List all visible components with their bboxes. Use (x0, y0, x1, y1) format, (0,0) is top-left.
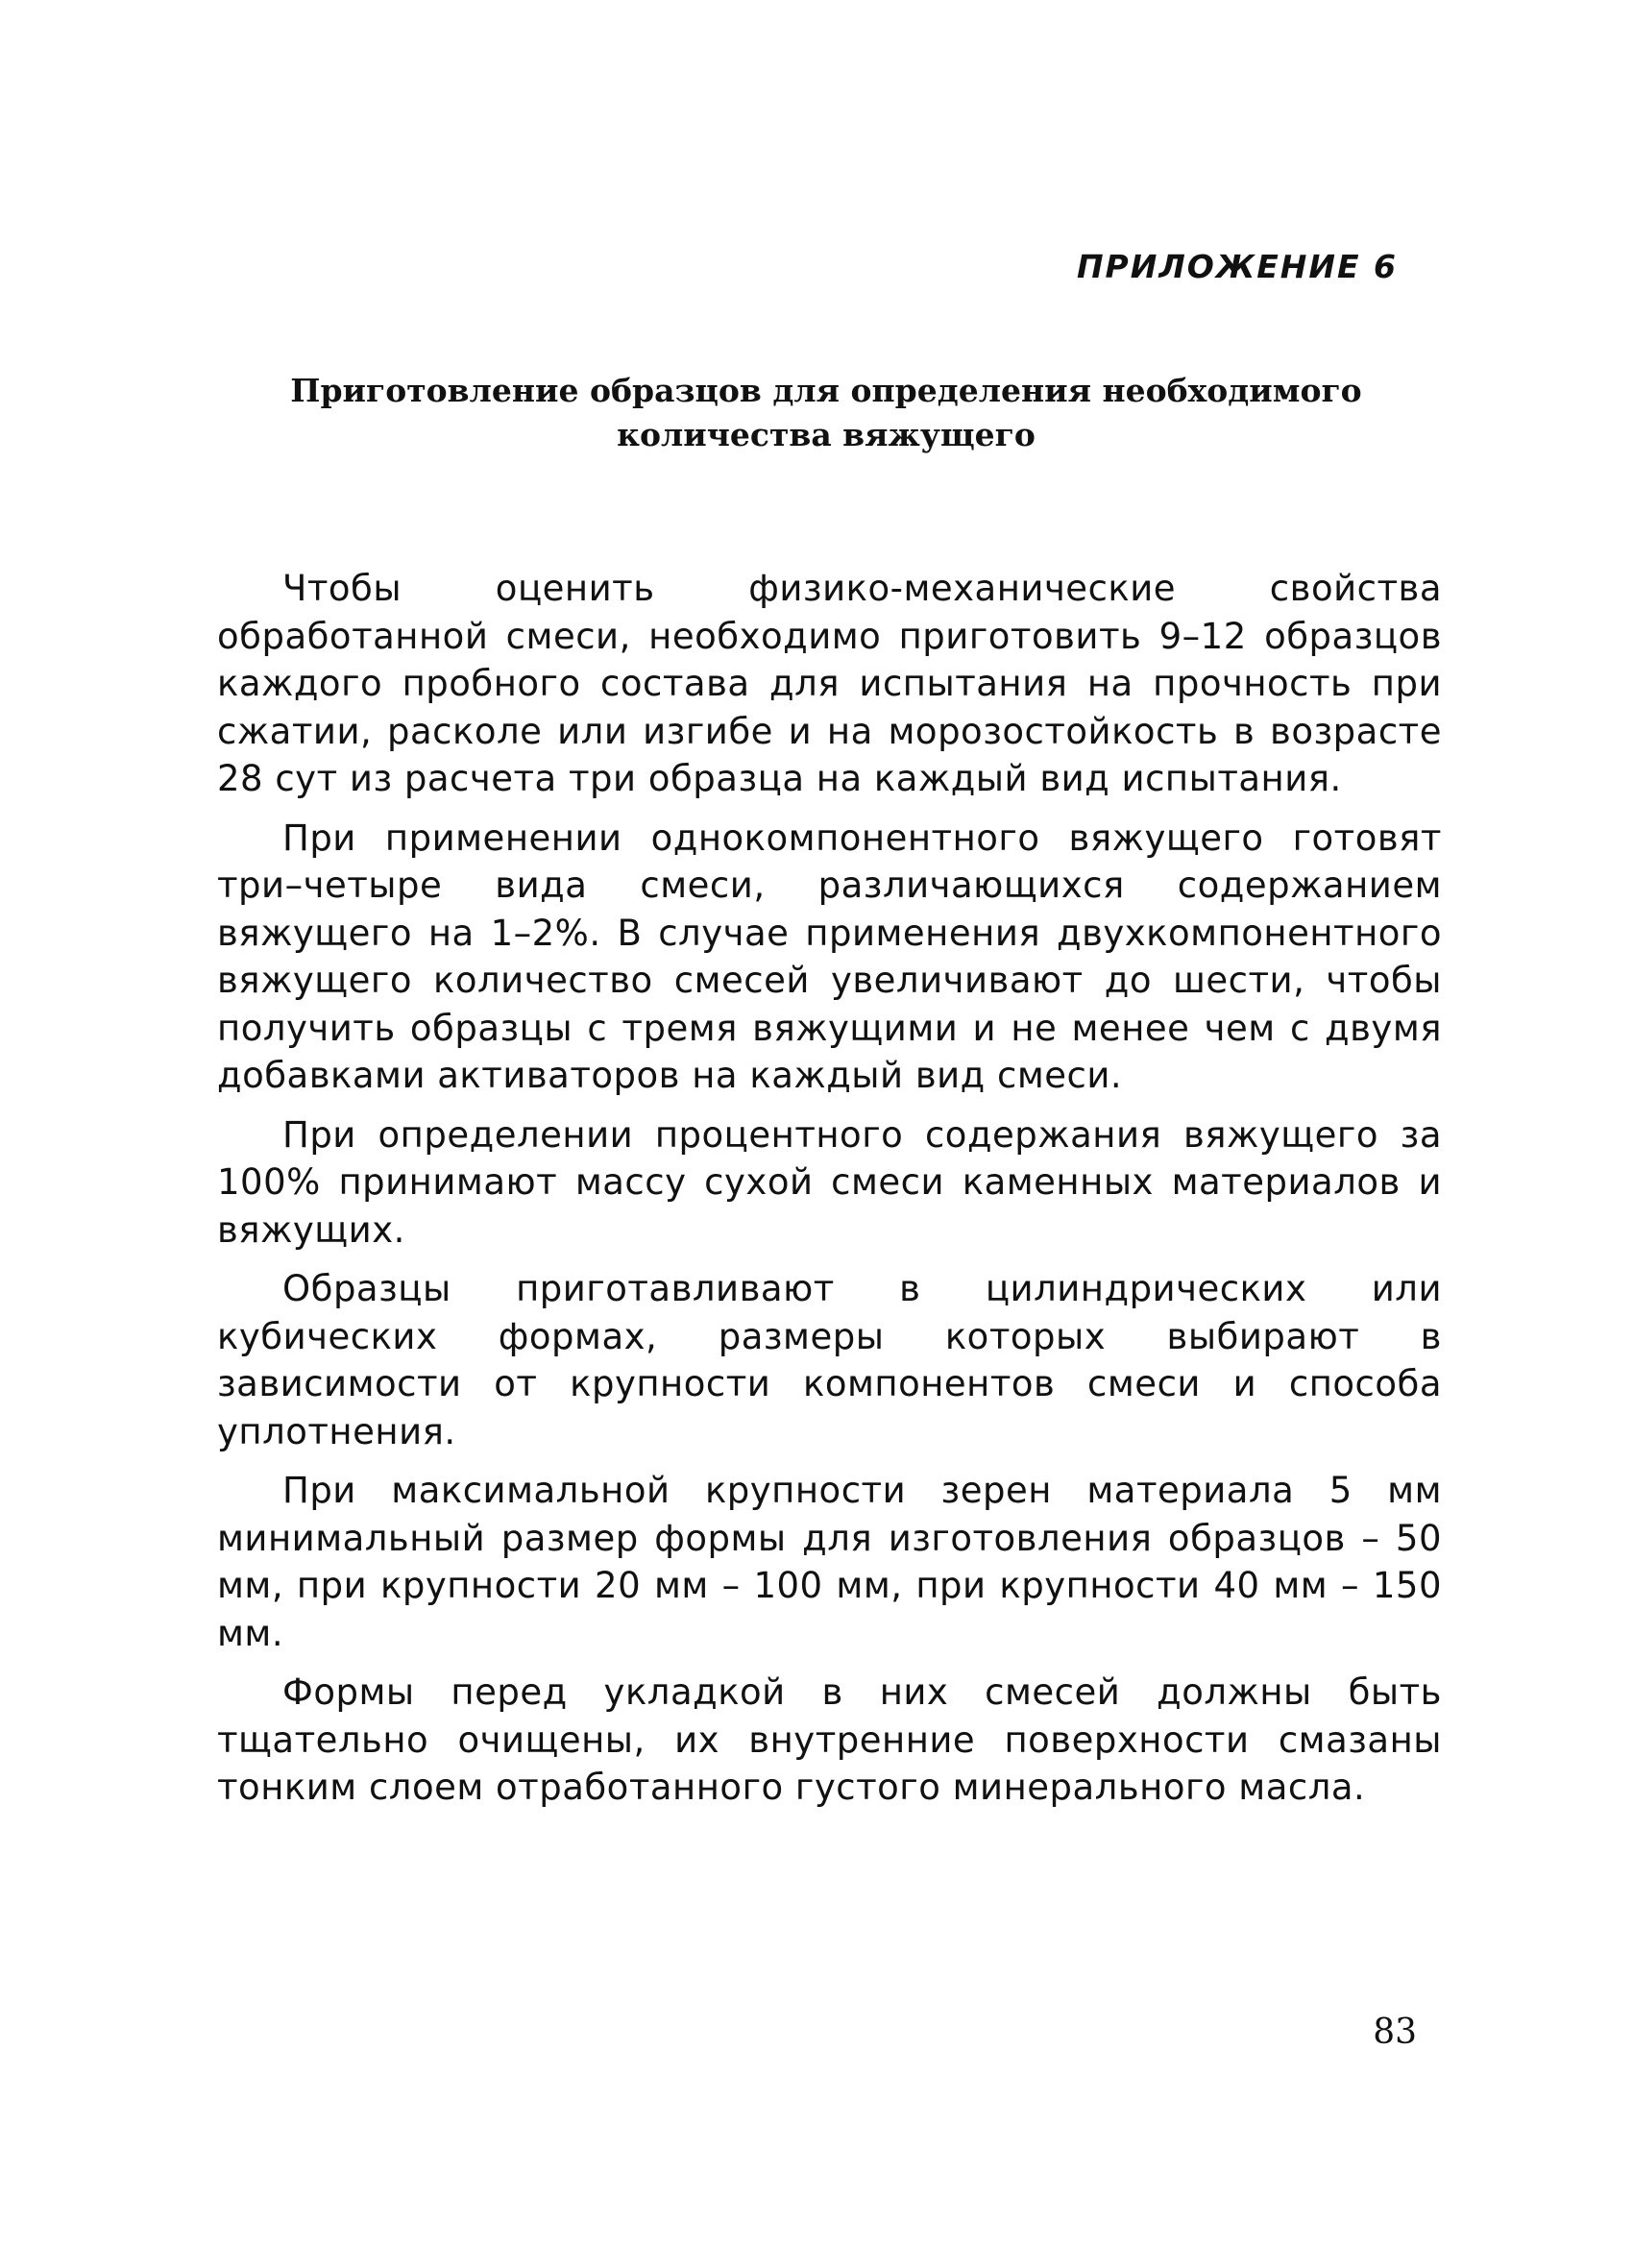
body-text (217, 565, 1442, 1812)
paragraph-3: При определении процентного содержания вяжущего за 100% принимают массу сухой смеси каменных материалов и вяжущих. (217, 1113, 1442, 1251)
paragraph-2: При применении однокомпонентного вяжущего готовят три–четыре вида смеси, различающихся содержанием вяжущего на 1–2%. В случае применения двухкомпонентного вяжущего количество смесей увеличивают до шести, чтобы получить образцы с тремя вяжущими и не менее чем с двумя добавками активаторов на каждый вид смеси. (217, 817, 1442, 1096)
heading-line-1: Приготовление образцов для определения необходимого (290, 372, 1362, 409)
paragraph-1: Чтобы оценить физико-механические свойства обработанной смеси, необходимо приготовить 9–12 образцов каждого пробного состава для испытания на прочность при сжатии, расколе или изгибе и на морозостойкость в возрасте 28 сут из расчета три образца на каждый вид испытания. (217, 568, 1442, 799)
heading-line-2: количества вяжущего (617, 416, 1036, 453)
page-number: 83 (1373, 2012, 1417, 2052)
paragraph-4: Образцы приготавливают в цилиндрических или кубических формах, размеры которых выбирают в зависимости от крупности компонентов смеси и способа уплотнения. (217, 1268, 1442, 1452)
paragraph-5: При максимальной крупности зерен материала 5 мм минимальный размер формы для изготовления образцов – 50 мм, при крупности 20 мм – 100 мм, при крупности 40 мм – 150 мм. (217, 1470, 1442, 1654)
paragraph-6: Формы перед укладкой в них смесей должны быть тщательно очищены, их внутренние поверхности смазаны тонким слоем отработанного густого минерального масла. (217, 1671, 1442, 1808)
section-heading (259, 369, 1393, 457)
appendix-label: ПРИЛОЖЕНИЕ 6 (1076, 248, 1398, 285)
